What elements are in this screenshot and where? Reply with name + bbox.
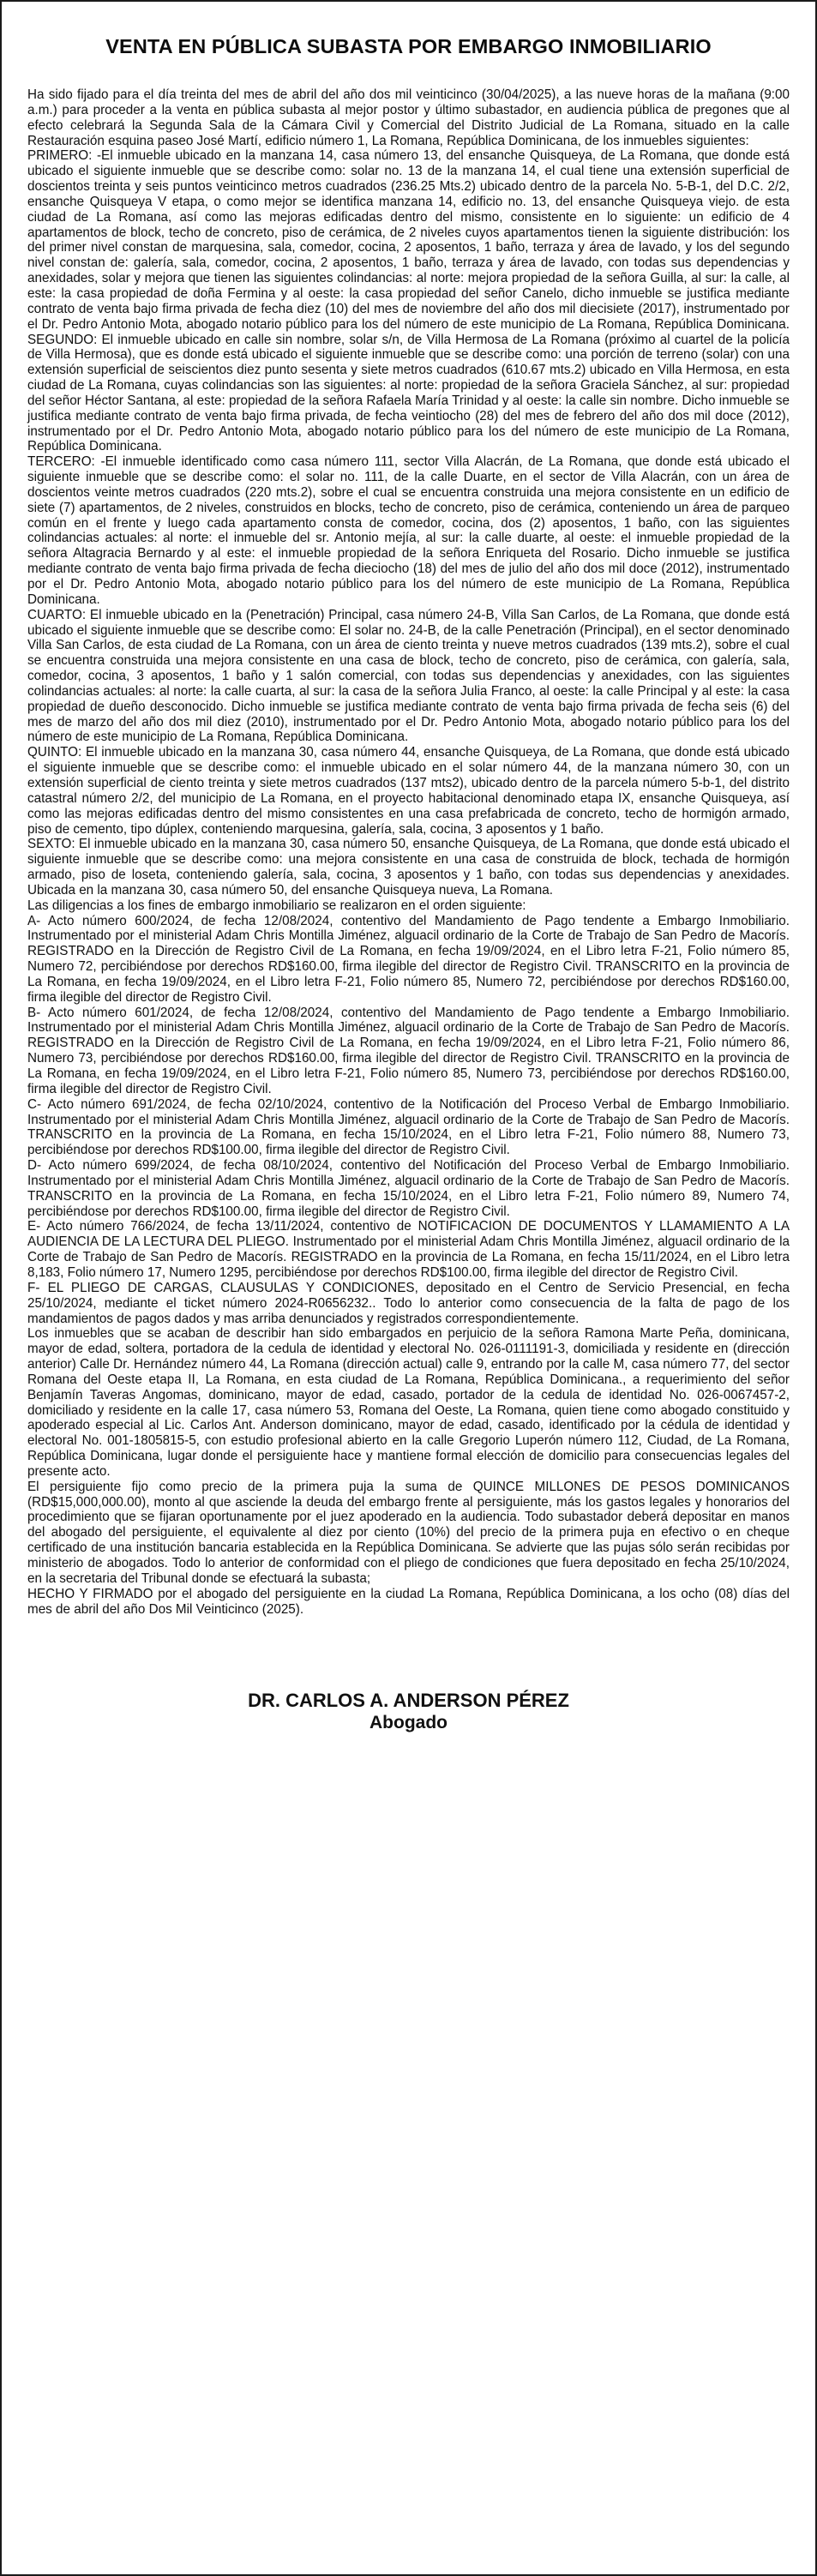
diligencias-intro: Las diligencias a los fines de embargo inmobiliario se realizaron en el orden siguiente:: [27, 898, 526, 913]
act-e: E- Acto número 766/2024, de fecha 13/11/2024, contentivo de NOTIFICACION DE DOCUMENTOS Y LLAMAMIENTO A LA AUDIENCIA DE LA LECTURA DEL PLIEGO. Instrumentado por el ministerial Adam Chris Montilla Jiménez, alguacil ordinario de la Corte de Trabajo de San Pedro de Macorís. REGISTRADO en la provincia de La Romana, en fecha 15/11/2024, en el Libro letra 8,183, Folio número 17, Numero 1295, percibiéndose por derechos RD$100.00, firma ilegible del director de Registro Civil.: [27, 1219, 790, 1280]
property-fifth: QUINTO: El inmueble ubicado en la manzana 30, casa número 44, ensanche Quisqueya, de La Romana, que donde está ubicado el siguiente inmueble que se describe como: el inmueble ubicado en el solar número 44, de la manzana número 30, con un extensión superficial de ciento treinta y siete metros cuadrados (137 mts2), ubicado dentro de la parcela número 5-b-1, del distrito catastral número 2/2, del municipio de La Romana, en el proyecto habitacional denominado etapa IX, ensanche Quisqueya, así como las mejoras edificadas dentro del mismo consistentes en una casa prefabricada de concreto, techo de hormigón armado, piso de cemento, tipo dúplex, conteniendo marquesina, galería, sala, cocina, 3 aposentos y 1 baño.: [27, 745, 790, 837]
property-first-second: PRIMERO: -El inmueble ubicado en la manzana 14, casa número 13, del ensanche Quisqueya, de La Romana, que donde está ubicado el siguiente inmueble que se describe como: solar no. 13 de la manzana 14, el cual tiene una extensión superficial de doscientos treinta y seis puntos veinticinco metros cuadrados (236.25 Mts.2) ubicado dentro de la parcela No. 5-B-1, del D.C. 2/2, ensanche Quisqueya V etapa, o como mejor se identifica manzana 14, edificio no. 13, del ensanche Quisqueya viejo. de esta ciudad de La Romana, así como las mejoras edificadas dentro del mismo, consistente en lo siguiente: un edificio de 4 apartamentos de block, techo de concreto, piso de cerámica, de 2 niveles cuyos apartamentos tienen la siguiente distribución: los del primer nivel constan de marquesina, sala, comedor, cocina, 2 aposentos, 1 baño, terraza y área de lavado, y los del segundo nivel constan de: galería, sala, comedor, cocina, 2 aposentos, 1 baño, terraza y área de lavado, con todas sus dependencias y anexidades, solar y mejora que tienen las siguientes colindancias: al norte: mejora propiedad de la señora Guilla, al sur: la calle, al este: la casa propiedad de doña Fermina y al oeste: la casa propiedad del señor Canelo, dicho inmueble se justifica mediante contrato de venta bajo firma privada de fecha diez (10) del mes de noviembre del año dos mil diecisiete (2017), instrumentado por el Dr. Pedro Antonio Mota, abogado notario público para los del número de este municipio de La Romana, República Dominicana. SEGUNDO: El inmueble ubicado en calle sin nombre, solar s/n, de Villa Hermosa de La Romana (próximo al cuartel de la policía de Villa Hermosa), que es donde está ubicado el siguiente inmueble que se describe como: una porción de terreno (solar) con una extensión superficial de seiscientos diez punto sesenta y siete metros cuadrados (610.67 mts.2) ubicado en Villa Hermosa, en esta ciudad de La Romana, cuyas colindancias son las siguientes: al norte: propiedad de la señora Graciela Sánchez, al sur: propiedad del señor Héctor Santana, al este: propiedad de la señora Rafaela María Trinidad y al oeste: la calle sin nombre. Dicho inmueble se justifica mediante contrato de venta bajo firma privada, de fecha veintiocho (28) del mes de febrero del año dos mil doce (2012), instrumentado por el Dr. Pedro Antonio Mota, abogado notario público para los del número de este municipio de La Romana, República Dominicana.: [27, 148, 790, 454]
signer-role: Abogado: [369, 1713, 448, 1733]
notice-body: [27, 87, 790, 1617]
property-fourth: CUARTO: El inmueble ubicado en la (Penetración) Principal, casa número 24-B, Villa San Carlos, de La Romana, que donde está ubicado el siguiente inmueble que se describe como: El solar no. 24-B, de la calle Penetración (Principal), en el sector denominado Villa San Carlos, de esta ciudad de La Romana, con un área de ciento treinta y nueve metros cuadrados (139 mts.2), sobre el cual se encuentra construida una mejora consistente en una casa de block, techo de concreto, piso de cerámica, con galería, sala, comedor, cocina, 3 aposentos, 1 baño y 1 salón comercial, con todas sus dependencias y anexidades, con las siguientes colindancias actuales: al norte: la calle cuarta, al sur: la casa de la señora Julia Franco, al oeste: la calle Principal y al este: la casa propiedad de dueño desconocido. Dicho inmueble se justifica mediante contrato de venta bajo firma privada de fecha seis (6) del mes de marzo del año dos mil diez (2010), instrumentado por el Dr. Pedro Antonio Mota, abogado notario público para los del número de este municipio de La Romana, República Dominicana.: [27, 607, 790, 745]
act-c: C- Acto número 691/2024, de fecha 02/10/2024, contentivo de la Notificación del Proceso Verbal de Embargo Inmobiliario. Instrumentado por el ministerial Adam Chris Montilla Jiménez, alguacil ordinario de la Corte de Trabajo de San Pedro de Macorís. TRANSCRITO en la provincia de La Romana, en fecha 15/10/2024, en el Libro letra F-21, Folio número 88, Numero 73, percibiéndose por derechos RD$100.00, firma ilegible del director de Registro Civil.: [27, 1096, 790, 1158]
embargo-paragraph: Los inmuebles que se acaban de describir han sido embargados en perjuicio de la señora Ramona Marte Peña, dominicana, mayor de edad, soltera, portadora de la cedula de identidad y electoral No. 026-0111191-3, domiciliada y residente en (dirección anterior) Calle Dr. Hernández número 44, La Romana (dirección actual) calle 9, entrando por la calle M, casa número 77, del sector Romana del Oeste etapa II, La Romana, en esta ciudad de La Romana, República Dominicana., a requerimiento del señor Benjamín Taveras Angomas, dominicano, mayor de edad, casado, portador de la cedula de identidad No. 026-0067457-2, domiciliado y residente en la calle 17, casa número 53, Romana del Oeste, La Romana, quien tiene como abogado constituido y apoderado especial al Lic. Carlos Ant. Anderson dominicano, mayor de edad, casado, identificado por la cédula de identidad y electoral No. 001-1805815-5, con estudio profesional abierto en la calle Gregorio Luperón número 112, Ciudad, de La Romana, República Dominicana, lugar donde el persiguiente hace y mantiene formal elección de domicilio para consecuencias legales del presente acto.: [27, 1326, 790, 1479]
act-f: F- EL PLIEGO DE CARGAS, CLAUSULAS Y CONDICIONES, depositado en el Centro de Servicio Presencial, en fecha 25/10/2024, mediante el ticket número 2024-R0656232.. Todo lo anterior como consecuencia de la falta de pago de los mandamientos de pagos dados y mas arriba denunciados y registrados correspondientemente.: [27, 1280, 790, 1326]
closing-paragraph: HECHO Y FIRMADO por el abogado del persiguiente en la ciudad La Romana, República Dominicana, a los ocho (08) días del mes de abril del año Dos Mil Veinticinco (2025).: [27, 1586, 790, 1617]
notice-title: VENTA EN PÚBLICA SUBASTA POR EMBARGO INMOBILIARIO: [105, 35, 712, 57]
act-a: A- Acto número 600/2024, de fecha 12/08/2024, contentivo del Mandamiento de Pago tendente a Embargo Inmobiliario. Instrumentado por el ministerial Adam Chris Montilla Jiménez, alguacil ordinario de la Corte de Trabajo de San Pedro de Macorís. REGISTRADO en la Dirección de Registro Civil de La Romana, en fecha 19/09/2024, en el Libro letra F-21, Folio número 85, Numero 72, percibiéndose por derechos RD$160.00, firma ilegible del director de Registro Civil. TRANSCRITO en la provincia de La Romana, en fecha 19/09/2024, en el Libro letra F-21, Folio número 85, Numero 72, percibiéndose por derechos RD$160.00, firma ilegible del director de Registro Civil.: [27, 913, 790, 1005]
property-third: TERCERO: -El inmueble identificado como casa número 111, sector Villa Alacrán, de La Romana, que donde está ubicado el siguiente inmueble que se describe como: el solar no. 111, de la calle Duarte, en el sector de Villa Alacrán, con un área de doscientos veinte metros cuadrados (220 mts.2), sobre el cual se encuentra construida una mejora consistente en un edificio de siete (7) apartamentos, de 2 niveles, construidos en blocks, techo de concreto, piso de cerámica, conteniendo un área de parqueo común en el frente y luego cada apartamento consta de comedor, cocina, dos (2) aposentos, 1 baño, con las siguientes colindancias actuales: al norte: el inmueble del sr. Antonio mejía, al sur: la calle duarte, al oeste: el inmueble propiedad de la señora Altagracia Bernardo y al este: el inmueble propiedad de la señora Enriqueta del Rosario. Dicho inmueble se justifica mediante contrato de venta bajo firma privada de fecha dieciocho (18) del mes de julio del año dos mil doce (2012), instrumentado por el Dr. Pedro Antonio Mota, abogado notario público para los del número de este municipio de La Romana, República Dominicana.: [27, 454, 790, 607]
property-sixth: SEXTO: El inmueble ubicado en la manzana 30, casa número 50, ensanche Quisqueya, de La Romana, que donde está ubicado el siguiente inmueble que se describe como: una mejora consistente en una casa de construida de block, techada de hormigón armado, piso de loseta, conteniendo galería, sala, cocina, 3 aposentos y 1 baño, con todas sus dependencias y anexidades. Ubicada en la manzana 30, casa número 50, del ensanche Quisqueya nueva, La Romana.: [27, 837, 790, 898]
act-b: B- Acto número 601/2024, de fecha 12/08/2024, contentivo del Mandamiento de Pago tendente a Embargo Inmobiliario. Instrumentado por el ministerial Adam Chris Montilla Jiménez, alguacil ordinario de la Corte de Trabajo de San Pedro de Macorís. REGISTRADO en la Dirección de Registro Civil de La Romana, en fecha 19/09/2024, en el Libro letra F-21, Folio número 86, Numero 73, percibiéndose por derechos RD$160.00, firma ilegible del director de Registro Civil. TRANSCRITO en la provincia de La Romana, en fecha 19/09/2024, en el Libro letra F-21, Folio número 85, Numero 73, percibiéndose por derechos RD$160.00, firma ilegible del director de Registro Civil.: [27, 1005, 790, 1096]
price-paragraph: El persiguiente fijo como precio de la primera puja la suma de QUINCE MILLONES DE PESOS DOMINICANOS (RD$15,000,000.00), monto al que asciende la deuda del embargo frente al persiguiente, más los gastos legales y honorarios del procedimiento que se fijaran oportunamente por el juez apoderado en la audiencia. Todo subastador deberá depositar en manos del abogado del persiguiente, el equivalente al diez por ciento (10%) del precio de la primera puja en efectivo o en cheque certificado de una institución bancaria establecida en la República Dominicana. Se advierte que las pujas sólo serán recibidas por ministerio de abogados. Todo lo anterior de conformidad con el pliego de condiciones que fuera depositado en fecha 25/10/2024, en la secretaria del Tribunal donde se efectuará la subasta;: [27, 1479, 790, 1586]
act-d: D- Acto número 699/2024, de fecha 08/10/2024, contentivo del Notificación del Proceso Verbal de Embargo Inmobiliario. Instrumentado por el ministerial Adam Chris Montilla Jiménez, alguacil ordinario de la Corte de Trabajo de San Pedro de Macorís. TRANSCRITO en la provincia de La Romana, en fecha 15/10/2024, en el Libro letra F-21, Folio número 89, Numero 74, percibiéndose por derechos RD$100.00, firma ilegible del director de Registro Civil.: [27, 1158, 790, 1219]
intro-paragraph: Ha sido fijado para el día treinta del mes de abril del año dos mil veinticinco (30/04/2025), a las nueve horas de la mañana (9:00 a.m.) para proceder a la venta en pública subasta al mejor postor y último subastador, en audiencia pública de pregones que al efecto celebrará la Segunda Sala de la Cámara Civil y Comercial del Distrito Judicial de La Romana, situado en la calle Restauración esquina paseo José Martí, edificio número 1, La Romana, República Dominicana, de los inmuebles siguientes:: [27, 87, 790, 148]
signer-name: DR. CARLOS A. ANDERSON PÉREZ: [248, 1690, 569, 1712]
signature-block: [27, 1689, 790, 1734]
